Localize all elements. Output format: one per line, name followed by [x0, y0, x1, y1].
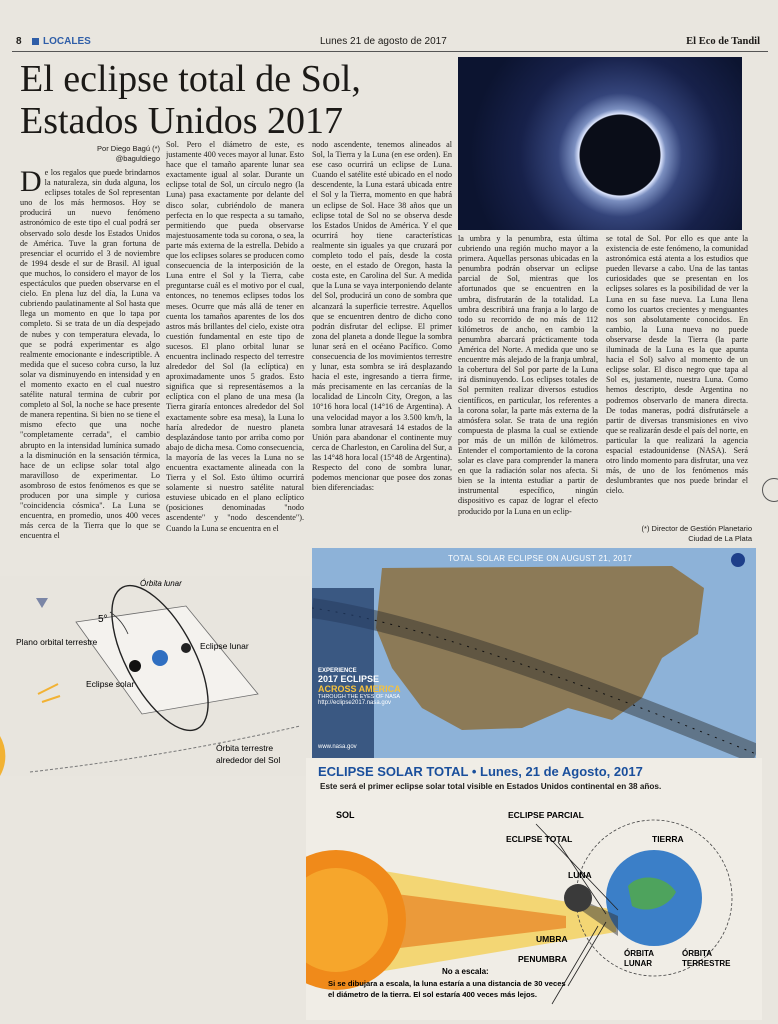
title-line-2: Estados Unidos 2017: [20, 100, 343, 142]
map-brand: [318, 668, 438, 706]
section-label: LOCALES: [43, 36, 91, 47]
byline-handle: @baguldiego: [115, 154, 160, 163]
nasa-logo-icon: [731, 553, 745, 567]
label-lunar-eclipse: Eclipse lunar: [200, 641, 249, 651]
brand-line-4: THROUGH THE EYES OF NASA: [318, 694, 401, 700]
article-column-1: [20, 168, 160, 574]
brand-line-1: EXPERIENCE: [318, 668, 357, 674]
label-partial: ECLIPSE PARCIAL: [508, 810, 584, 820]
label-umbra: UMBRA: [536, 934, 568, 944]
eclipse-infographic: [306, 758, 762, 1020]
article-column-3: [312, 140, 452, 544]
infographic-graphic: [306, 798, 762, 1020]
lunar-eclipse-moon-icon: [181, 643, 191, 653]
article-column-4: [458, 234, 598, 546]
column-3-text: nodo ascendente, tenemos alineados al Sol, la Tierra y la Luna (en ese orden). En ese caso ocurrirá un eclipse de Luna. Cuando el satélite esté ubicado en el nodo descendente, la Luna estará ubicada entre el Sol y la Tierra, momento en que habrá un eclipse de Sol. Hace 38 años que un eclipse total de Sol no se observa desde los Estados Unidos de América. Y el que ocurrirá hoy tiene características realmente sin iguales ya que cruzará por completo todo el país, desde la costa oeste, en el estado de Oregon, hasta la costa este, en Carolina del Sur. A medida que la Luna se vaya interponiendo delante del Sol, producirá un cono de sombra que alcanzará la superficie terrestre. Aquellos que se encuentren dentro de dicho cono podrán disfrutar del eclipse. El primer zona del planeta a donde llegue la sombra lunar será en el océano Pacífico. Como consecuencia de los movimientos terrestre y lunar, esta sombra se irá desplazando hacia el este, ingresando a tierra firme, más precisamente en las cercanías de la localidad de Lincoln City, Oregon, a las 10°16 hora local (14°16 de Argentina). A una velocidad mayor a los 3.500 km/h, la sombra lunar atravesará 14 estados de la Unión para abandonar el continente muy cerca de Charleston, en Carolina del Sur, a las 14°48 hora local (15°48 de Argentina). Respecto del cono de sombra lunar, podemos mencionar que posee dos zonas bien diferenciadas:: [312, 140, 452, 493]
infographic-headline: ECLIPSE SOLAR TOTAL • Lunes, 21 de Agosto, 2017: [318, 764, 643, 779]
masthead: [12, 36, 768, 50]
label-penumbra: PENUMBRA: [518, 954, 568, 964]
label-earth-orbit-2: alrededor del Sol: [216, 755, 281, 765]
column-1-text: e los regalos que puede brindarnos la naturaleza, sin duda alguna, los eclipses totales de Sol representan uno de los más hermosos. Hoy se producirá un nuevo fenómeno astronómico de este tipo el cual podrá ser observado solo desde los Estados Unidos de América. Tuve la gran fortuna de presenciar el ocurrido el 3 de noviembre de 1994 desde el sur de Brasil. Al igual que muchos, lo considero el mayor de los espectáculos que pueden observarse en el cielo. En plena luz del día, la Luna va cubriendo paulatinamente al Sol hasta que llega un momento en que lo tapa por completo. Si se trata de un día despejado de nubes y con temperatura elevada, lo que se podrá experimentar es algo realmente emocionante e indescriptible. A medida que el suceso cobra curso, la luz solar va disminuyendo en intensidad y en el momento exacto en el cual nuestro satélite natural termina de cubrir por completo al Sol, la noche se hace presente de manera repentina. Si bien no se tiene el mismo efecto que una noche "completamente cerrada", el cambio abrupto en la intensidad lumínica sumado a la disminución en la sensación térmica, hace de un eclipse solar total algo maravilloso de experimentar. Lo asombroso de estos fenómenos es que se producen por una simple y curiosa "coincidencia cósmica". La Luna se encuentra, en promedio, unos 400 veces más cerca de la Tierra que lo que se encuentra el: [20, 168, 160, 541]
label-earth-plane: Plano orbital terrestre: [16, 637, 98, 647]
label-solar-eclipse: Eclipse solar: [86, 679, 135, 689]
orbit-diagram: [0, 576, 310, 776]
label-orbita-lunar-1: ÓRBITA: [624, 949, 655, 958]
issue-date: Lunes 21 de agosto de 2017: [320, 36, 447, 47]
drop-cap: D: [20, 168, 42, 198]
nasa-eclipse-map: [312, 548, 756, 758]
label-total: ECLIPSE TOTAL: [506, 834, 573, 844]
title-line-1: El eclipse total de Sol,: [20, 58, 361, 100]
label-luna: LUNA: [568, 870, 592, 880]
label-orbita-terr-2: TERRESTRE: [682, 959, 731, 968]
solar-eclipse-moon-icon: [129, 660, 141, 672]
brand-line-2: 2017 ECLIPSE: [318, 674, 380, 684]
masthead-rule: [12, 51, 768, 52]
label-earth-orbit-1: Órbita terrestre: [216, 743, 274, 753]
map-graphic: [312, 548, 756, 758]
note-title: No a escala:: [442, 967, 489, 976]
brand-line-3: ACROSS AMERICA: [318, 684, 401, 694]
label-tierra: TIERRA: [652, 834, 684, 844]
map-title: TOTAL SOLAR ECLIPSE ON AUGUST 21, 2017: [448, 554, 633, 563]
author-credit: [606, 524, 752, 544]
column-2-text: Sol. Pero el diámetro de este, es justamente 400 veces mayor al lunar. Esto hace que el tamaño aparente lunar sea exactamente igual al solar. Durante un eclipse total de Sol, un círculo negro (la Luna) pasa exactamente por delante del disco solar, cubriéndolo de manera perfecta en lo que respecta a su tamaño, permitiendo que pueda observarse majestuosamente toda su corona, o sea, la parte más externa de la estrella. Debido a que los eclipses solares se producen como consecuencia de la interposición de la Luna entre el Sol y la Tierra, cabe preguntarse cuál es el motivo por el cual, entonces, no tenemos eclipses todos los meses. Ocurre que más allá de tener en cuenta los tamaños aparentes de los dos astros más brillantes del cielo, existe otra cuestión fundamental en este tipo de sucesos. El plano orbital lunar se encuentra inclinado respecto del terrestre alrededor del Sol (la eclíptica) en aproximadamente unos 5 grados. Esto significa que si representásemos a la eclíptica con el plano de una mesa (la Tierra giraría entonces alrededor del Sol exactamente sobre esa mesa), la Luna lo haría alrededor de nuestro planeta desplazándose tanto por arriba como por abajo de dicha mesa. Como consecuencia, la mayoría de las veces la Luna no se encuentra exactamente alineada con la Tierra y el Sol. Esto último ocurrirá solamente si nuestro satélite natural estuviese ubicado en el plano eclíptico (posiciones denominadas "nodo ascendente" y "nodo descendente"). Cuando la Luna se encuentra en el: [166, 140, 304, 533]
note-line-2: el diámetro de la tierra. El sol estaría 400 veces más lejos.: [328, 990, 537, 999]
label-sol: SOL: [336, 810, 355, 820]
page-number: 8: [16, 36, 22, 47]
article-title: [20, 58, 450, 142]
label-orbita-lunar-2: LUNAR: [624, 959, 652, 968]
newspaper-name: El Eco de Tandil: [686, 36, 760, 47]
eclipse-photo: [458, 57, 742, 230]
credit-line-1: (*) Director de Gestión Planetario: [641, 524, 752, 533]
brand-url: http://eclipse2017.nasa.gov: [318, 700, 392, 706]
moon-icon: [564, 884, 592, 912]
byline: [90, 144, 160, 164]
note-line-1: Si se dibujara a escala, la luna estaría a una distancia de 30 veces: [328, 979, 566, 988]
column-5-text: se total de Sol. Por ello es que ante la existencia de este fenómeno, la comunidad astronómica está atenta a los estudios que pueden llevarse a cabo. Una de las tantas curiosidades que se presentan en los eclipses solares es la posibilidad de ver la Luna en su fase nueva. La Luna llena como los cuartos crecientes y menguantes nos son absolutamente conocidos. En cambio, la Luna nueva no puede observarse desde la Tierra (la parte iluminada de la Luna es la que apunta hacia el Sol) salvo al momento de un eclipse solar. El disco negro que tapa al Sol es, justamente, nuestra Luna. Como hemos descripto, desde Argentina no podremos observarlo de manera directa. De todas maneras, podrá disfrutársele a partir de diversas transmisiones en vivo que se realizarán desde el país del norte, en particular la que realizará la agencia espacial estadounidense (NASA). Será otro lindo momento para disfrutar, una vez más, de uno de los fenómenos más deslumbrantes que nos puede brindar el cielo.: [606, 234, 748, 496]
map-footer-url: www.nasa.gov: [318, 744, 357, 750]
earth-icon: [152, 650, 168, 666]
article-column-5: [606, 234, 748, 517]
infographic-subhead: Este será el primer eclipse solar total visible en Estados Unidos continental en 38 años.: [320, 782, 662, 791]
column-4-text: la umbra y la penumbra, esta última cubriendo una región mucho mayor a la primera. Aquellas personas ubicadas en la penumbra podrán observar un eclipse parcial de Sol, mientras que los afortunados que se encuentren en la umbra, disfrutarán de la totalidad. La umbra describirá una franja a lo largo de todo su recorrido de no más de 112 kilómetros de ancho, en cambio la penumbra abarcará prácticamente toda América del Norte. A medida que uno se encuentre más alejado de la franja umbral, la cobertura del Sol por parte de la Luna irá disminuyendo. Los eclipses totales de Sol permiten realizar diversos estudios científicos, en particular, los referentes a la corona solar, la parte más externa de la atmósfera solar. Se trata de una región compuesta de plasma la cual se extiende por más de un millón de kilómetros. Entender el comportamiento de la corona solar es clave para comprender la manera en que la radiación solar nos afecta. Si bien se la intenta estudiar a partir de instrumental específico, ningún dispositivo es capaz de lograr el efecto producido por la Luna en un eclip-: [458, 234, 598, 516]
credit-line-2: Ciudad de La Plata: [688, 534, 752, 543]
label-moon-orbit: Órbita lunar: [140, 579, 182, 588]
section-marker-icon: [32, 38, 39, 45]
page-edge-mark-icon: [762, 478, 778, 502]
article-column-2: [166, 140, 304, 574]
label-orbita-terr-1: ÓRBITA: [682, 949, 713, 958]
byline-author: Por Diego Bagú (*): [97, 144, 160, 153]
label-angle: 5°: [98, 614, 108, 625]
